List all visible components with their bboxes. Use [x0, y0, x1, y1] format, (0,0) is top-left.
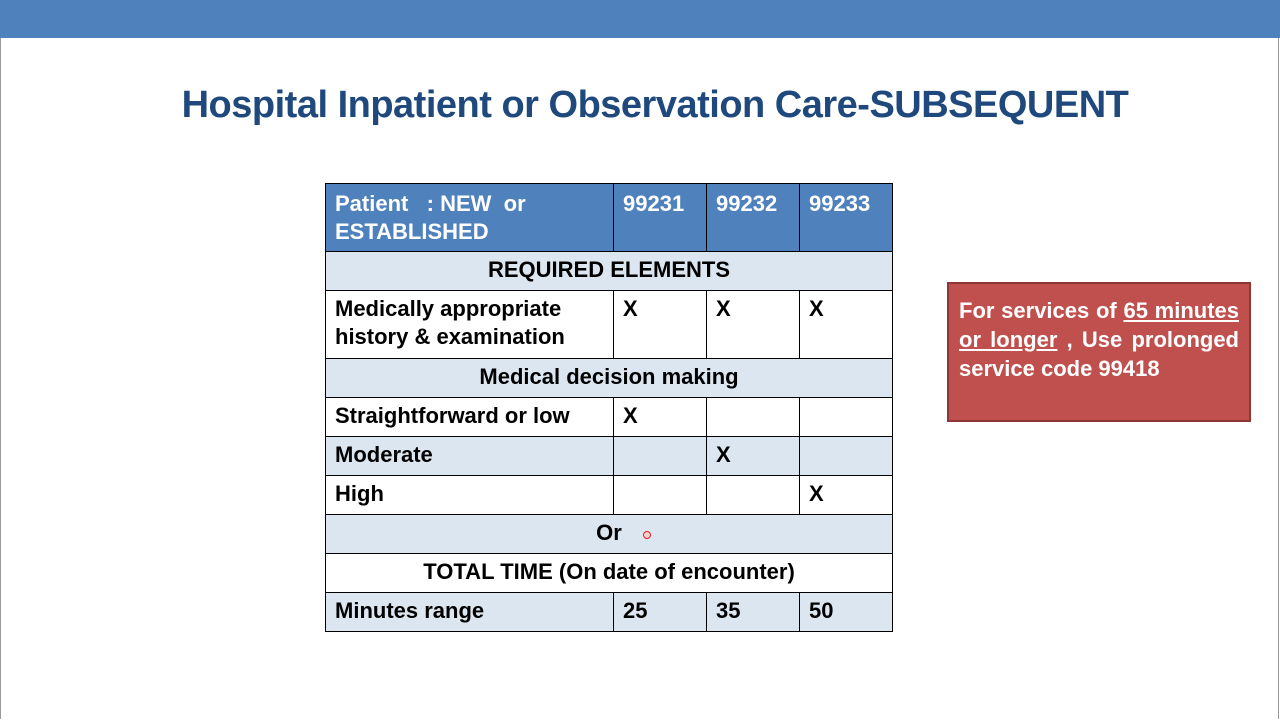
mdm-label-cell: High [326, 476, 614, 515]
minutes-label-cell: Minutes range [326, 593, 614, 632]
required-elements-row [326, 252, 893, 291]
mdm-label-cell: Straightforward or low [326, 398, 614, 437]
table-row [326, 437, 893, 476]
mdm-heading: Medical decision making [326, 359, 893, 398]
minutes-row [326, 593, 893, 632]
mark-cell: X [707, 291, 800, 359]
coding-table [325, 183, 893, 632]
table-row [326, 476, 893, 515]
table-row [326, 398, 893, 437]
top-accent-bar [0, 0, 1280, 38]
header-code-cell: 99232 [707, 184, 800, 252]
header-label-line1: Patient : NEW or [335, 191, 526, 216]
total-time-row [326, 554, 893, 593]
mark-cell [707, 398, 800, 437]
history-label-cell [326, 291, 614, 359]
mark-cell [800, 437, 893, 476]
mark-cell [614, 437, 707, 476]
mark-cell: X [800, 476, 893, 515]
history-row [326, 291, 893, 359]
slide-title: Hospital Inpatient or Observation Care-SUBSEQUENT [181, 84, 1129, 126]
minutes-value-cell: 25 [614, 593, 707, 632]
header-label-cell [326, 184, 614, 252]
table-header-row [326, 184, 893, 252]
mark-cell: X [707, 437, 800, 476]
mdm-label-cell: Moderate [326, 437, 614, 476]
header-label-line2: ESTABLISHED [335, 219, 489, 244]
required-elements-heading: REQUIRED ELEMENTS [326, 252, 893, 291]
minutes-value-cell: 35 [707, 593, 800, 632]
minutes-value-cell: 50 [800, 593, 893, 632]
mark-cell [707, 476, 800, 515]
total-time-heading: TOTAL TIME (On date of encounter) [326, 554, 893, 593]
mark-cell: X [800, 291, 893, 359]
prolonged-service-note [947, 282, 1251, 422]
laser-pointer-dot [643, 531, 651, 539]
mark-cell [614, 476, 707, 515]
note-text-part2: , Use prolonged service code 99418 [959, 327, 1239, 381]
mark-cell: X [614, 398, 707, 437]
header-code-cell: 99231 [614, 184, 707, 252]
note-underlined-text: 65 minutes or longer [959, 298, 1239, 352]
mark-cell: X [614, 291, 707, 359]
mdm-heading-row [326, 359, 893, 398]
history-label-line2: history & examination [335, 324, 565, 349]
or-row [326, 515, 893, 554]
history-label-line1: Medically appropriate [335, 296, 562, 321]
header-code-cell: 99233 [800, 184, 893, 252]
or-label: Or [326, 515, 893, 554]
mark-cell [800, 398, 893, 437]
note-text-part1: For services of [959, 298, 1124, 323]
